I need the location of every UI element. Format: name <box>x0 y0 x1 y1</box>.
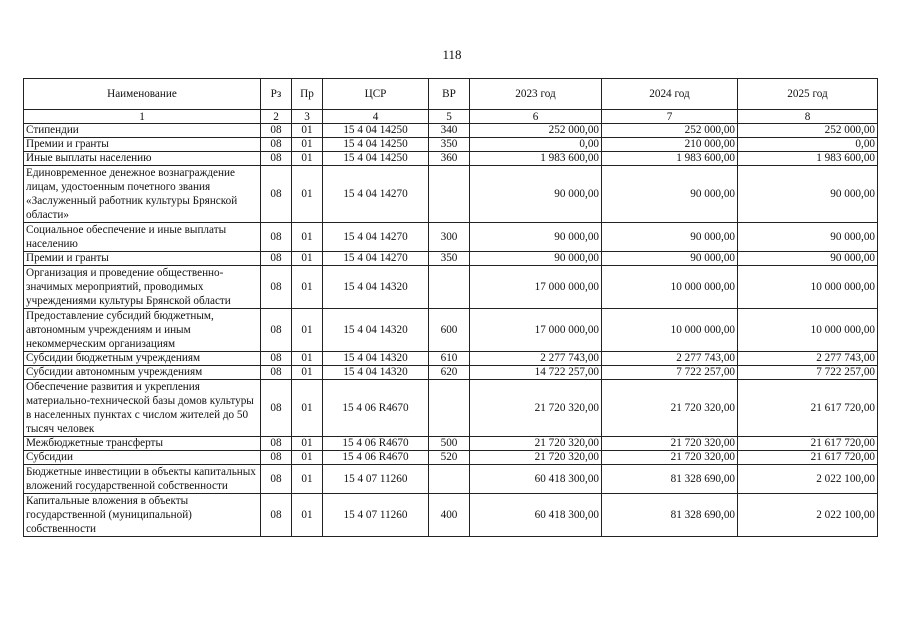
cell-2024: 21 720 320,00 <box>602 380 738 437</box>
cell-csr: 15 4 04 14270 <box>323 166 429 223</box>
cell-2024: 90 000,00 <box>602 166 738 223</box>
cell-name: Организация и проведение общественно-значимых мероприятий, проводимых учреждениями культуры Брянской области <box>24 266 261 309</box>
cell-2025: 10 000 000,00 <box>738 266 878 309</box>
cell-2025: 90 000,00 <box>738 166 878 223</box>
cell-vr <box>429 465 470 494</box>
cell-2023: 14 722 257,00 <box>470 366 602 380</box>
cell-name: Премии и гранты <box>24 252 261 266</box>
table-row <box>24 138 878 152</box>
table-row <box>24 494 878 537</box>
cell-2025: 1 983 600,00 <box>738 152 878 166</box>
cell-name: Предоставление субсидий бюджетным, автономным учреждениям и иным некоммерческим организациям <box>24 309 261 352</box>
cell-2025: 21 617 720,00 <box>738 437 878 451</box>
cell-name: Социальное обеспечение и иные выплаты населению <box>24 223 261 252</box>
table-row <box>24 366 878 380</box>
cell-vr: 620 <box>429 366 470 380</box>
cell-pr: 01 <box>292 252 323 266</box>
column-number-row <box>24 110 878 124</box>
column-number: 6 <box>470 110 602 124</box>
cell-name: Субсидии <box>24 451 261 465</box>
cell-2025: 90 000,00 <box>738 223 878 252</box>
cell-2024: 7 722 257,00 <box>602 366 738 380</box>
cell-2025: 90 000,00 <box>738 252 878 266</box>
cell-2023: 60 418 300,00 <box>470 465 602 494</box>
header-2024: 2024 год <box>602 79 738 110</box>
cell-2023: 21 720 320,00 <box>470 437 602 451</box>
table-row <box>24 166 878 223</box>
header-vr: ВР <box>429 79 470 110</box>
table-row <box>24 352 878 366</box>
table-row <box>24 380 878 437</box>
cell-2024: 252 000,00 <box>602 124 738 138</box>
cell-2023: 252 000,00 <box>470 124 602 138</box>
cell-pr: 01 <box>292 465 323 494</box>
cell-pr: 01 <box>292 380 323 437</box>
cell-vr: 400 <box>429 494 470 537</box>
cell-vr: 300 <box>429 223 470 252</box>
cell-2023: 60 418 300,00 <box>470 494 602 537</box>
cell-2025: 10 000 000,00 <box>738 309 878 352</box>
cell-2025: 2 022 100,00 <box>738 494 878 537</box>
page-number: 118 <box>442 47 462 62</box>
cell-2023: 90 000,00 <box>470 252 602 266</box>
cell-rz: 08 <box>261 124 292 138</box>
cell-2023: 2 277 743,00 <box>470 352 602 366</box>
cell-name: Премии и гранты <box>24 138 261 152</box>
header-csr: ЦСР <box>323 79 429 110</box>
cell-vr <box>429 266 470 309</box>
cell-2023: 1 983 600,00 <box>470 152 602 166</box>
cell-vr: 360 <box>429 152 470 166</box>
cell-pr: 01 <box>292 309 323 352</box>
cell-csr: 15 4 07 11260 <box>323 465 429 494</box>
header-pr: Пр <box>292 79 323 110</box>
cell-2023: 90 000,00 <box>470 166 602 223</box>
column-number: 3 <box>292 110 323 124</box>
column-number: 1 <box>24 110 261 124</box>
cell-vr: 500 <box>429 437 470 451</box>
cell-2024: 81 328 690,00 <box>602 465 738 494</box>
cell-2023: 17 000 000,00 <box>470 309 602 352</box>
cell-2024: 21 720 320,00 <box>602 451 738 465</box>
cell-pr: 01 <box>292 124 323 138</box>
cell-rz: 08 <box>261 465 292 494</box>
cell-2025: 21 617 720,00 <box>738 451 878 465</box>
cell-name: Бюджетные инвестиции в объекты капитальных вложений государственной собственности <box>24 465 261 494</box>
cell-csr: 15 4 04 14320 <box>323 309 429 352</box>
column-number: 7 <box>602 110 738 124</box>
cell-rz: 08 <box>261 366 292 380</box>
cell-2023: 21 720 320,00 <box>470 451 602 465</box>
table-row <box>24 266 878 309</box>
cell-csr: 15 4 04 14250 <box>323 138 429 152</box>
column-number: 2 <box>261 110 292 124</box>
cell-2023: 21 720 320,00 <box>470 380 602 437</box>
table-row <box>24 451 878 465</box>
table-row <box>24 152 878 166</box>
cell-name: Межбюджетные трансферты <box>24 437 261 451</box>
column-number: 8 <box>738 110 878 124</box>
cell-rz: 08 <box>261 352 292 366</box>
cell-pr: 01 <box>292 494 323 537</box>
cell-rz: 08 <box>261 152 292 166</box>
header-rz: Рз <box>261 79 292 110</box>
cell-pr: 01 <box>292 266 323 309</box>
table-row <box>24 437 878 451</box>
cell-vr: 520 <box>429 451 470 465</box>
cell-2025: 0,00 <box>738 138 878 152</box>
cell-pr: 01 <box>292 223 323 252</box>
cell-name: Обеспечение развития и укрепления материально-технической базы домов культуры в населенных пунктах с числом жителей до 50 тысяч человек <box>24 380 261 437</box>
cell-name: Капитальные вложения в объекты государственной (муниципальной) собственности <box>24 494 261 537</box>
cell-2024: 10 000 000,00 <box>602 309 738 352</box>
cell-2024: 10 000 000,00 <box>602 266 738 309</box>
table-row <box>24 465 878 494</box>
cell-2025: 2 277 743,00 <box>738 352 878 366</box>
cell-csr: 15 4 06 R4670 <box>323 380 429 437</box>
header-2023: 2023 год <box>470 79 602 110</box>
cell-name: Стипендии <box>24 124 261 138</box>
cell-2023: 0,00 <box>470 138 602 152</box>
cell-name: Иные выплаты населению <box>24 152 261 166</box>
cell-csr: 15 4 07 11260 <box>323 494 429 537</box>
cell-csr: 15 4 04 14270 <box>323 223 429 252</box>
cell-rz: 08 <box>261 380 292 437</box>
cell-2023: 90 000,00 <box>470 223 602 252</box>
cell-csr: 15 4 04 14320 <box>323 366 429 380</box>
table-row <box>24 223 878 252</box>
cell-csr: 15 4 06 R4670 <box>323 451 429 465</box>
cell-rz: 08 <box>261 309 292 352</box>
cell-rz: 08 <box>261 451 292 465</box>
cell-2025: 2 022 100,00 <box>738 465 878 494</box>
header-row <box>24 79 878 110</box>
cell-pr: 01 <box>292 352 323 366</box>
cell-2024: 90 000,00 <box>602 252 738 266</box>
budget-table <box>23 78 878 537</box>
cell-2024: 1 983 600,00 <box>602 152 738 166</box>
cell-2025: 21 617 720,00 <box>738 380 878 437</box>
cell-vr: 610 <box>429 352 470 366</box>
cell-vr: 350 <box>429 252 470 266</box>
cell-2025: 7 722 257,00 <box>738 366 878 380</box>
cell-pr: 01 <box>292 437 323 451</box>
cell-rz: 08 <box>261 494 292 537</box>
cell-2024: 210 000,00 <box>602 138 738 152</box>
cell-rz: 08 <box>261 223 292 252</box>
cell-rz: 08 <box>261 166 292 223</box>
cell-csr: 15 4 04 14320 <box>323 266 429 309</box>
table-row <box>24 124 878 138</box>
cell-csr: 15 4 06 R4670 <box>323 437 429 451</box>
cell-2025: 252 000,00 <box>738 124 878 138</box>
cell-vr: 350 <box>429 138 470 152</box>
cell-rz: 08 <box>261 437 292 451</box>
table-row <box>24 252 878 266</box>
cell-name: Субсидии автономным учреждениям <box>24 366 261 380</box>
cell-rz: 08 <box>261 252 292 266</box>
cell-csr: 15 4 04 14270 <box>323 252 429 266</box>
cell-csr: 15 4 04 14250 <box>323 124 429 138</box>
cell-vr <box>429 166 470 223</box>
cell-2024: 2 277 743,00 <box>602 352 738 366</box>
cell-pr: 01 <box>292 166 323 223</box>
cell-name: Субсидии бюджетным учреждениям <box>24 352 261 366</box>
cell-vr <box>429 380 470 437</box>
cell-vr: 600 <box>429 309 470 352</box>
cell-2024: 90 000,00 <box>602 223 738 252</box>
header-2025: 2025 год <box>738 79 878 110</box>
cell-pr: 01 <box>292 152 323 166</box>
cell-rz: 08 <box>261 266 292 309</box>
cell-name: Единовременное денежное вознаграждение лицам, удостоенным почетного звания «Заслуженный работник культуры Брянской области» <box>24 166 261 223</box>
cell-2023: 17 000 000,00 <box>470 266 602 309</box>
cell-vr: 340 <box>429 124 470 138</box>
cell-pr: 01 <box>292 366 323 380</box>
cell-pr: 01 <box>292 138 323 152</box>
column-number: 4 <box>323 110 429 124</box>
cell-rz: 08 <box>261 138 292 152</box>
column-number: 5 <box>429 110 470 124</box>
cell-csr: 15 4 04 14250 <box>323 152 429 166</box>
cell-2024: 81 328 690,00 <box>602 494 738 537</box>
cell-pr: 01 <box>292 451 323 465</box>
header-name: Наименование <box>24 79 261 110</box>
cell-2024: 21 720 320,00 <box>602 437 738 451</box>
cell-csr: 15 4 04 14320 <box>323 352 429 366</box>
table-row <box>24 309 878 352</box>
